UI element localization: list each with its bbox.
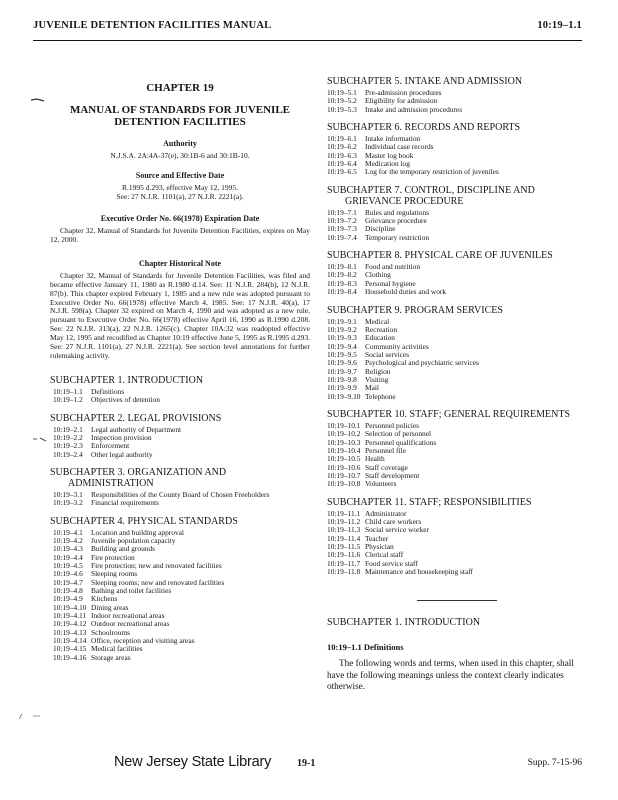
historical-note-text: Chapter 32, Manual of Standards for Juvenile Detention Facilities, was filed and became effective January 11, 1980 as R.1980 d.14. See: 11 N.J.R. 284(b), 12 N.J.R. 87(b). This chapter expired February 1, 1985 and a new rule was adopted pursuant to Executive Order No. 66(1978) effective March 4, 1985. See: 17 N.J.R. 40(a), 17 N.J.R. 598(a). Chapter 32 expired on March 4, 1990 and was adopted as a new rule, pursuant to Executive Order No. 66(1978) effective April 16, 1990 as R.1990 d.208. See: 22 N.J.R. 313(a), 22 N.J.R. 1265(c). Chapter 10A:32 was readopted effective May 12, 1995 and recodified as Chapter 10:19 effective June 5, 1995 as R.1995 d.293. See: 27 N.J.R. 1101(a), 27 N.J.R. 2221(a). See section level annotations for further rulemaking activity. (50, 270, 311, 360)
running-header (33, 20, 582, 34)
section-title: Administrator (365, 508, 407, 518)
source-line: R.1995 d.293, effective May 12, 1995. (121, 183, 239, 192)
section-number: 10:19–2.2 (53, 432, 83, 442)
subchapter-title: SUBCHAPTER 9. PROGRAM SERVICES (327, 304, 503, 316)
definitions-heading: 10:19–1.1 Definitions (327, 642, 404, 653)
definitions-text: The following words and terms, when used in this chapter, shall have the following meanings unless the context clearly indicates otherwise. (327, 658, 574, 692)
section-title: Log for the temporary restriction of juveniles (365, 167, 499, 177)
section-title: Sleeping rooms; new and renovated facilities (91, 577, 225, 587)
section-list (327, 318, 587, 401)
section-number: 10:19–11.5 (327, 542, 361, 552)
section-title: Staff development (365, 471, 420, 480)
subchapter-heading (327, 497, 587, 508)
subchapter-heading (327, 185, 587, 207)
subchapter-heading (50, 413, 310, 424)
source-heading: Source and Effective Date (135, 171, 225, 180)
section-title: Health (365, 454, 385, 464)
subchapter-heading (327, 76, 587, 87)
section-number: 10:19–3.2 (53, 498, 83, 508)
subchapter-heading (327, 409, 587, 420)
section-title: Clerical staff (365, 550, 404, 560)
section-number: 10:19–4.12 (53, 619, 87, 629)
section-number: 10:19–9.4 (327, 341, 357, 351)
section-title: Master log book (365, 150, 414, 160)
subchapter-heading (50, 375, 310, 386)
section-title: Intake and admission procedures (365, 104, 463, 114)
section-number: 10:19–9.9 (327, 383, 357, 393)
left-subchapter-list (50, 375, 310, 662)
section-title: Definitions (91, 386, 125, 396)
section-entry (53, 396, 310, 404)
section-number: 10:19–2.3 (53, 441, 83, 451)
section-entry (53, 499, 310, 507)
section-number: 10:19–8.2 (327, 270, 357, 280)
section-title: Indoor recreational areas (91, 611, 165, 621)
section-number: 10:19–11.4 (327, 533, 361, 543)
section-entry (53, 654, 310, 662)
section-number: 10:19–5.3 (327, 104, 357, 114)
section-number: 10:19–4.3 (53, 544, 83, 554)
section-title: Fire protection; new and renovated facilities (91, 561, 222, 570)
section-entry (327, 480, 587, 488)
section-number: 10:19–4.2 (53, 535, 83, 545)
subchapter-title: SUBCHAPTER 2. LEGAL PROVISIONS (50, 412, 222, 424)
section-number: 10:19–4.13 (53, 627, 87, 637)
section-number: 10:19–4.7 (53, 577, 83, 587)
section-title: Staff coverage (365, 462, 408, 472)
subchapter-heading (50, 516, 310, 527)
historical-note-heading: Chapter Historical Note (138, 258, 222, 268)
section-number: 10:19–4.6 (53, 569, 83, 579)
section-entry (327, 393, 587, 401)
section-title: Child care workers (365, 517, 422, 527)
subchapter-title: SUBCHAPTER 11. STAFF; RESPONSIBILITIES (327, 496, 532, 508)
section-title: Discipline (365, 224, 396, 234)
page-footer (0, 754, 618, 778)
section-title: Religion (365, 366, 391, 376)
section-title: Medical (365, 316, 390, 326)
section-title: Visiting (365, 374, 389, 384)
section-entry (327, 288, 587, 296)
right-column (327, 76, 587, 693)
section-title: Food service staff (365, 558, 418, 568)
section-title: Responsibilities of the County Board of Chosen Freeholders (91, 489, 270, 499)
section-number: 10:19–11.6 (327, 550, 361, 560)
source-line: See: 27 N.J.R. 1101(a), 27 N.J.R. 2221(a). (116, 192, 244, 201)
section-title: Enforcement (91, 441, 130, 451)
section-title: Volunteers (365, 479, 397, 489)
section-number: 10:19–10.4 (327, 445, 361, 455)
right-subchapter-list (327, 76, 587, 576)
section-title: Personal hygiene (365, 278, 416, 288)
section-entry (327, 568, 587, 576)
section-number: 10:19–9.7 (327, 366, 357, 376)
executive-order-heading: Executive Order No. 66(1978) Expiration Date (100, 214, 260, 223)
section-title: Bathing and toilet facilities (91, 586, 172, 596)
section-title: Teacher (365, 533, 389, 543)
authority-text: N.J.S.A. 2A:4A-37(e), 30:1B-6 and 30:1B-10. (110, 151, 250, 160)
section-number: 10:19–9.5 (327, 349, 357, 359)
section-title: Personnel file (365, 445, 406, 455)
section-number: 10:19–11.8 (327, 567, 361, 577)
section-title: Juvenile population capacity (91, 535, 176, 545)
section-list (50, 426, 310, 459)
scan-speck-mark (31, 98, 45, 103)
section-title: Household duties and work (365, 287, 447, 297)
section-title: Fire protection (91, 552, 135, 562)
page-number: 19-1 (297, 758, 316, 769)
subchapter-title: SUBCHAPTER 6. RECORDS AND REPORTS (327, 122, 521, 134)
section-title: Mail (365, 383, 379, 393)
section-list (327, 263, 587, 296)
section-list (50, 529, 310, 663)
subchapter-heading (327, 305, 587, 316)
section-title: Recreation (365, 324, 398, 334)
section-title: Grievance procedure (365, 216, 427, 226)
section-entry (327, 106, 587, 114)
section-number: 10:19–9.3 (327, 333, 357, 343)
section-number: 10:19–11.7 (327, 558, 361, 568)
section-title: Psychological and psychiatric services (365, 358, 479, 368)
section-number: 10:19–6.3 (327, 150, 357, 160)
subchapter-title: SUBCHAPTER 10. STAFF; GENERAL REQUIREMENTS (327, 408, 571, 420)
section-title: Individual case records (365, 142, 434, 152)
section-title: Maintenance and housekeeping staff (365, 567, 474, 577)
chapter-title: MANUAL OF STANDARDS FOR JUVENILE DETENTION FACILITIES (69, 104, 291, 128)
section-number: 10:19–10.3 (327, 437, 361, 447)
section-title: Education (365, 333, 395, 343)
subchapter-title: SUBCHAPTER 7. CONTROL, DISCIPLINE AND (327, 184, 535, 196)
library-stamp: New Jersey State Library (114, 754, 272, 770)
header-section-number: 10:19–1.1 (537, 20, 582, 31)
section-number: 10:19–5.1 (327, 88, 357, 97)
section-title: Food and nutrition (365, 262, 421, 272)
section-title: Intake information (365, 134, 421, 144)
section-number: 10:19–6.4 (327, 159, 357, 169)
section-number: 10:19–10.8 (327, 479, 361, 489)
section-title: Location and building approval (91, 527, 184, 537)
section-list (50, 388, 310, 405)
section-number: 10:19–9.1 (327, 316, 357, 326)
section-number: 10:19–5.2 (327, 96, 357, 106)
section-title: Storage areas (91, 652, 131, 662)
section-number: 10:19–4.11 (53, 611, 87, 621)
section-entry (327, 234, 587, 242)
section-title: Telephone (365, 391, 396, 401)
section-number: 10:19–1.2 (53, 395, 83, 405)
section-title: Objectives of detention (91, 395, 160, 405)
section-number: 10:19–9.10 (327, 391, 361, 401)
section-title: Inspection provision (91, 432, 152, 442)
section-title: Community activities (365, 341, 429, 351)
section-number: 10:19–4.9 (53, 594, 83, 604)
section-list (327, 510, 587, 577)
section-title: Schoolrooms (91, 627, 131, 637)
section-number: 10:19–8.4 (327, 287, 357, 297)
section-title: Sleeping rooms (91, 569, 138, 579)
section-title: Social service worker (365, 525, 430, 535)
section-number: 10:19–7.1 (327, 207, 357, 217)
section-title: Temporary restriction (365, 232, 430, 242)
section-title: Physician (365, 542, 394, 552)
section-number: 10:19–10.5 (327, 454, 361, 464)
section-list (327, 422, 587, 489)
subchapter-title-continued: GRIEVANCE PROCEDURE (345, 195, 464, 207)
section-number: 10:19–2.1 (53, 424, 83, 434)
section-title: Personnel qualifications (365, 437, 437, 447)
subchapter-title: SUBCHAPTER 4. PHYSICAL STANDARDS (50, 515, 238, 527)
chapter-number: CHAPTER 19 (146, 82, 214, 94)
section-number: 10:19–7.4 (327, 232, 357, 242)
header-rule (33, 40, 582, 41)
section-title: Legal authority of Department (91, 424, 182, 434)
section-number: 10:19–10.7 (327, 471, 361, 480)
section-list (50, 491, 310, 508)
section-title: Kitchens (91, 594, 118, 604)
section-number: 10:19–6.5 (327, 167, 357, 177)
section-number: 10:19–8.1 (327, 262, 357, 272)
subchapter-title: SUBCHAPTER 8. PHYSICAL CARE OF JUVENILES (327, 250, 553, 262)
section-number: 10:19–4.5 (53, 561, 83, 570)
section-number: 10:19–4.8 (53, 586, 83, 596)
section-number: 10:19–3.1 (53, 489, 83, 499)
scan-speck-mark (19, 712, 41, 720)
subchapter-title: SUBCHAPTER 1. INTRODUCTION (50, 374, 204, 386)
section-title: Financial requirements (91, 498, 159, 508)
section-number: 10:19–11.3 (327, 525, 361, 535)
section-title: Eligibility for admission (365, 96, 438, 106)
section-title: Building and grounds (91, 544, 156, 554)
subchapter-title: SUBCHAPTER 5. INTAKE AND ADMISSION (327, 76, 523, 87)
section-title: Dining areas (91, 602, 129, 612)
left-column (50, 74, 310, 662)
section-number: 10:19–1.1 (53, 386, 83, 396)
section-number: 10:19–11.2 (327, 517, 361, 527)
section-number: 10:19–10.1 (327, 420, 361, 430)
section-number: 10:19–2.4 (53, 449, 83, 459)
section-title: Other legal authority (91, 449, 153, 459)
section-title: Medical facilities (91, 644, 143, 654)
section-number: 10:19–9.6 (327, 358, 357, 368)
section-title: Office, reception and visiting areas (91, 636, 195, 646)
section-number: 10:19–4.14 (53, 636, 87, 646)
section-number: 10:19–8.3 (327, 278, 357, 288)
section-number: 10:19–4.15 (53, 644, 87, 654)
section-separator (417, 600, 497, 601)
intro-subchapter-heading: SUBCHAPTER 1. INTRODUCTION (327, 617, 481, 629)
section-number: 10:19–7.3 (327, 224, 357, 234)
section-list (327, 135, 587, 177)
section-list (327, 209, 587, 242)
section-number: 10:19–6.1 (327, 134, 357, 144)
section-list (327, 89, 587, 114)
section-number: 10:19–4.1 (53, 527, 83, 537)
section-number: 10:19–9.8 (327, 374, 357, 384)
authority-heading: Authority (163, 139, 197, 148)
subchapter-title-continued: ADMINISTRATION (68, 477, 154, 489)
section-number: 10:19–4.16 (53, 652, 87, 662)
section-entry (327, 168, 587, 176)
section-title: Social services (365, 349, 410, 359)
subchapter-heading (327, 250, 587, 261)
subchapter-title: SUBCHAPTER 3. ORGANIZATION AND (50, 466, 227, 478)
section-entry (53, 451, 310, 459)
section-title: Outdoor recreational areas (91, 619, 170, 629)
section-number: 10:19–4.4 (53, 552, 83, 562)
section-number: 10:19–11.1 (327, 508, 361, 518)
section-number: 10:19–10.6 (327, 462, 361, 472)
section-title: Clothing (365, 270, 391, 280)
section-title: Pre-admission procedures (365, 88, 442, 97)
section-number: 10:19–4.10 (53, 602, 87, 612)
section-number: 10:19–6.2 (327, 142, 357, 152)
header-title: JUVENILE DETENTION FACILITIES MANUAL (33, 20, 272, 31)
section-number: 10:19–7.2 (327, 216, 357, 226)
supplement-date: Supp. 7-15-96 (527, 758, 582, 768)
section-title: Medication log (365, 159, 410, 169)
section-title: Personnel policies (365, 420, 419, 430)
scan-speck-mark (33, 436, 47, 442)
subchapter-heading (50, 467, 310, 489)
subchapter-heading (327, 122, 587, 133)
executive-order-text: Chapter 32, Manual of Standards for Juvenile Detention Facilities, expires on May 12, 2000. (50, 226, 310, 244)
section-title: Selection of personnel (365, 429, 432, 439)
section-number: 10:19–10.2 (327, 429, 361, 439)
section-title: Rules and regulations (365, 207, 430, 217)
section-number: 10:19–9.2 (327, 324, 357, 334)
